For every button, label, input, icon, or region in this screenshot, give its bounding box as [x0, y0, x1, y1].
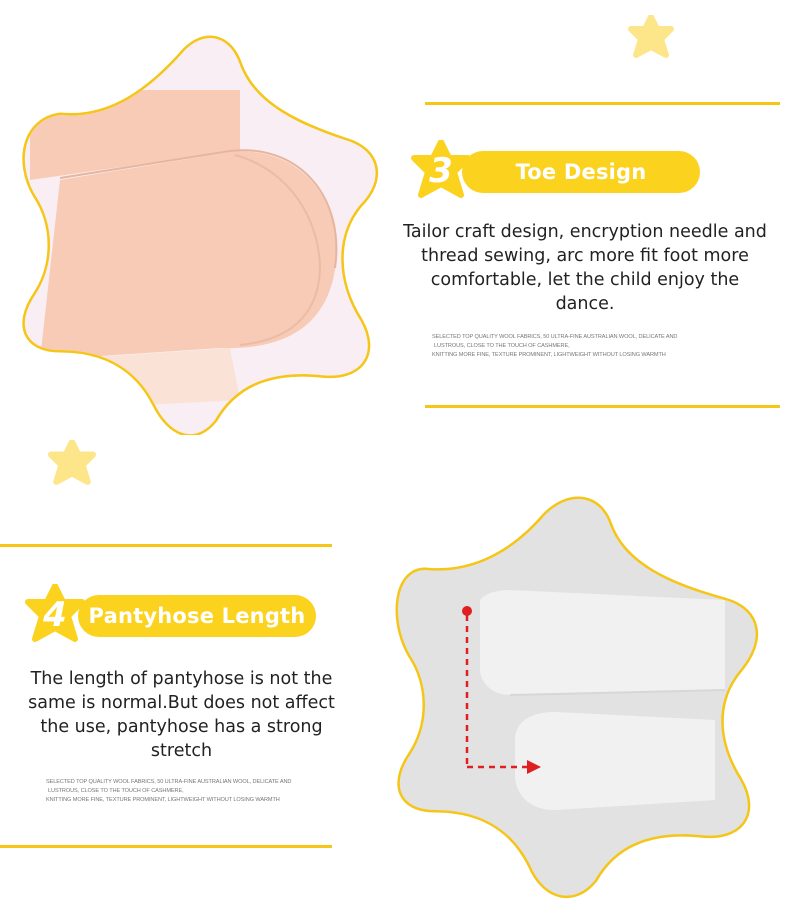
star-icon	[48, 440, 96, 488]
divider-top	[425, 102, 780, 105]
section-number: 4	[43, 595, 67, 635]
divider-top	[0, 544, 332, 547]
fine-print	[46, 778, 291, 805]
sock-toe-photo	[0, 30, 390, 435]
fine-print	[432, 333, 677, 360]
section-title	[462, 151, 700, 193]
divider-bottom	[0, 845, 332, 848]
section-description: Tailor craft design, encryption needle and thread sewing, arc more fit foot more comfortable, let the child enjoy the dance.	[403, 222, 767, 314]
section-description: The length of pantyhose is not the same is normal.But does not affect the use, pantyhose has a strong stretch	[28, 669, 335, 761]
section-title-text: Pantyhose Length	[88, 604, 306, 628]
fine-print-line: SELECTED TOP QUALITY WOOL FABRICS, 50 ULTRA-FINE AUSTRALIAN WOOL, DELICATE AND	[432, 334, 678, 340]
fine-print-line: LUSTROUS, CLOSE TO THE TOUCH OF CASHMERE,	[48, 788, 184, 794]
fine-print-line: KNITTING MORE FINE, TEXTURE PROMINENT, LIGHTWEIGHT WITHOUT LOSING WARMTH	[432, 352, 666, 358]
fine-print-line: LUSTROUS, CLOSE TO THE TOUCH OF CASHMERE,	[434, 343, 570, 349]
star-icon	[628, 15, 674, 61]
white-pantyhose-photo	[395, 490, 775, 905]
section-number: 3	[429, 151, 453, 191]
section-title-text: Toe Design	[515, 160, 647, 184]
divider-bottom	[425, 405, 780, 408]
fine-print-line: KNITTING MORE FINE, TEXTURE PROMINENT, LIGHTWEIGHT WITHOUT LOSING WARMTH	[46, 797, 280, 803]
section-title	[78, 595, 316, 637]
fine-print-line: SELECTED TOP QUALITY WOOL FABRICS, 50 ULTRA-FINE AUSTRALIAN WOOL, DELICATE AND	[46, 779, 292, 785]
